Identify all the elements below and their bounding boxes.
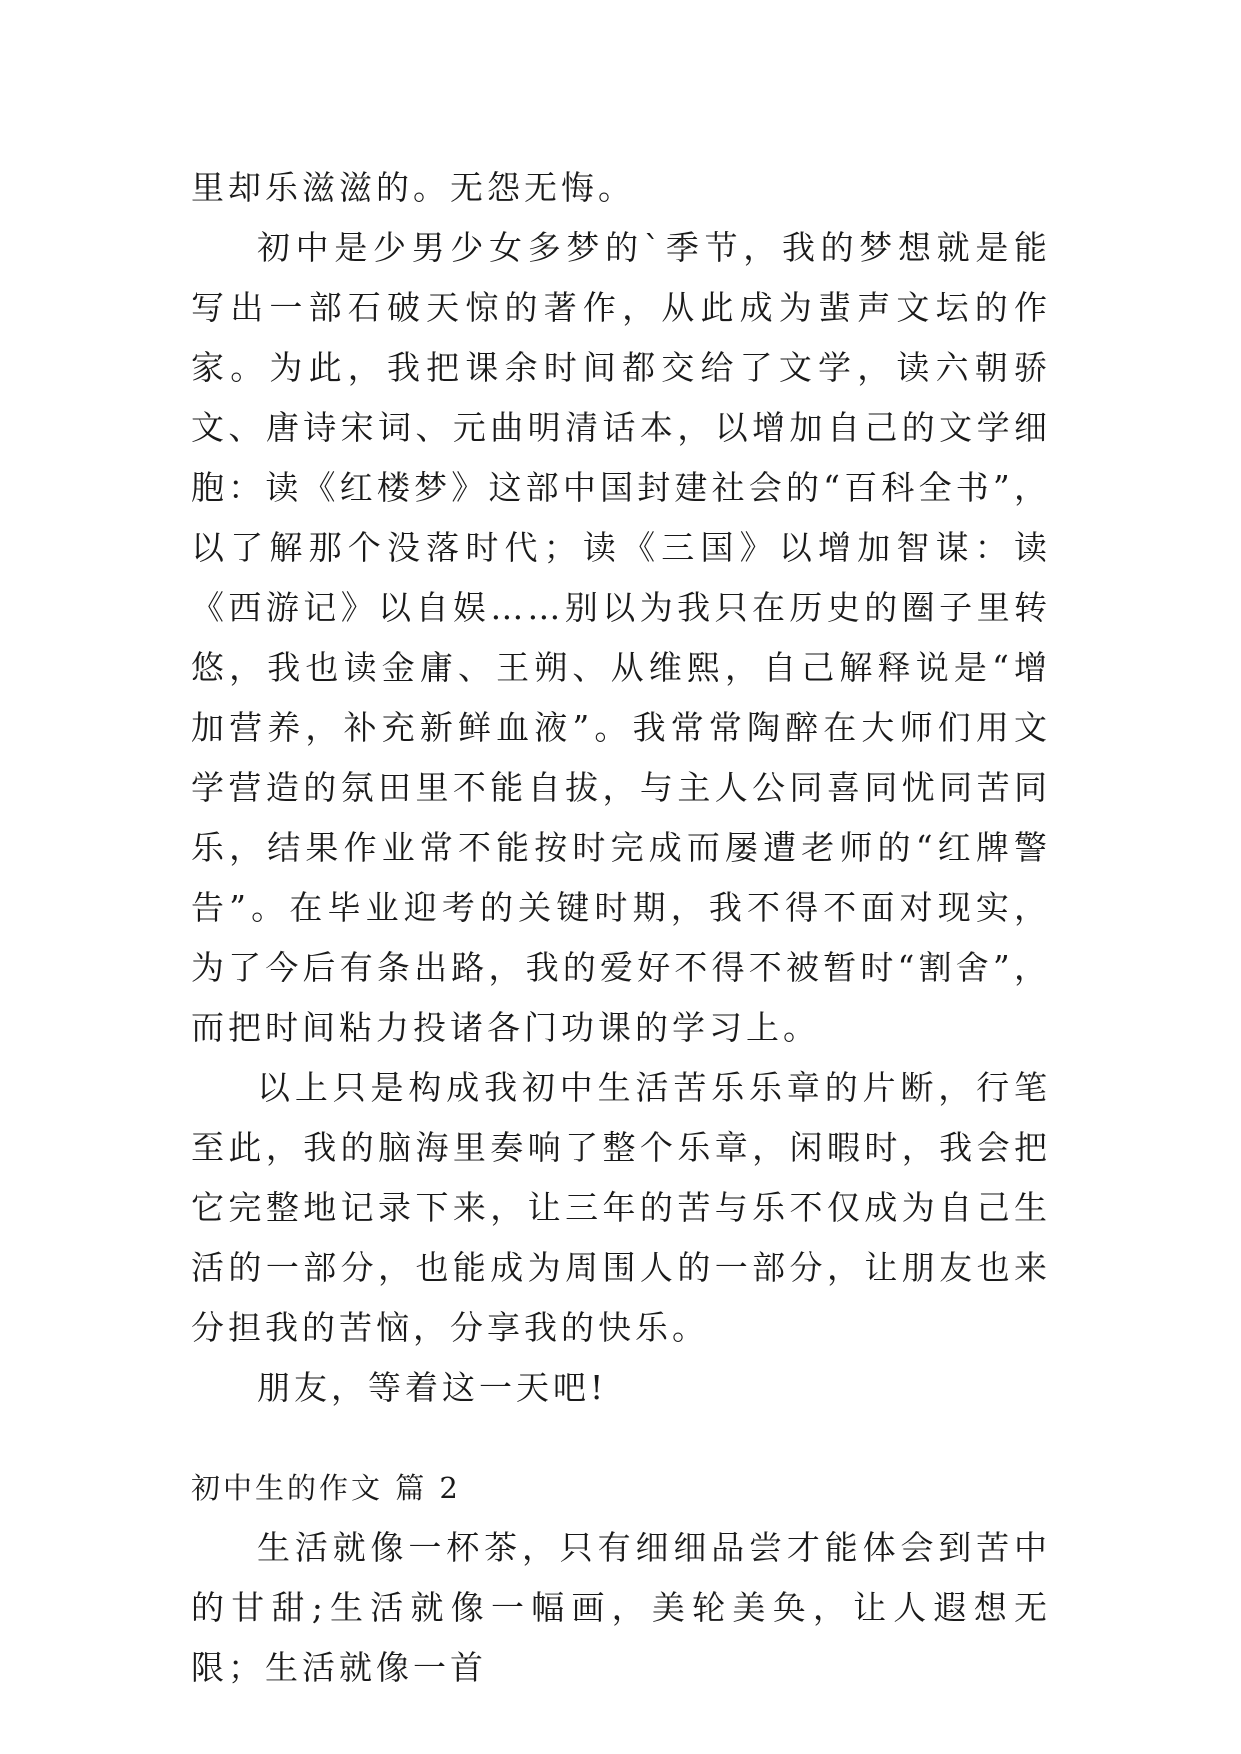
paragraph-dream: 初中是少男少女多梦的`季节，我的梦想就是能写出一部石破天惊的著作，从此成为蜚声文坛的作家。为此，我把课余时间都交给了文学，读六朝骄文、唐诗宋词、元曲明清话本，以增加自己的文学细胞：读《红楼梦》这部中国封建社会的“百科全书”，以了解那个没落时代；读《三国》以增加智谋：读《西游记》以自娱……别以为我只在历史的圈子里转悠，我也读金庸、王朔、从维熙，自己解释说是“增加营养，补充新鲜血液”。我常常陶醉在大师们用文学营造的氛田里不能自拔，与主人公同喜同忧同苦同乐，结果作业常不能按时完成而屡遭老师的“红牌警告”。在毕业迎考的关键时期，我不得不面对现实，为了今后有条出路，我的爱好不得不被暂时“割舍”，而把时间粘力投诸各门功课的学习上。: [191, 228, 1051, 1047]
paragraph-summary: 以上只是构成我初中生活苦乐乐章的片断，行笔至此，我的脑海里奏响了整个乐章，闲暇时，我会把它完整地记录下来，让三年的苦与乐不仅成为自己生活的一部分，也能成为周围人的一部分，让朋友也来分担我的苦恼，分享我的快乐。: [191, 1068, 1051, 1347]
section-spacer: [191, 1418, 1051, 1458]
section-heading: 初中生的作文 篇 2: [191, 1471, 461, 1505]
paragraph-continued: 里却乐滋滋的。无怨无悔。: [191, 168, 635, 207]
paragraph-life: 生活就像一杯茶，只有细细品尝才能体会到苦中的甘甜;生活就像一幅画，美轮美奂，让人遐想无限；生活就像一首: [191, 1528, 1051, 1687]
document-body: [191, 158, 1051, 1698]
paragraph-closing: 朋友，等着这一天吧!: [257, 1368, 608, 1407]
